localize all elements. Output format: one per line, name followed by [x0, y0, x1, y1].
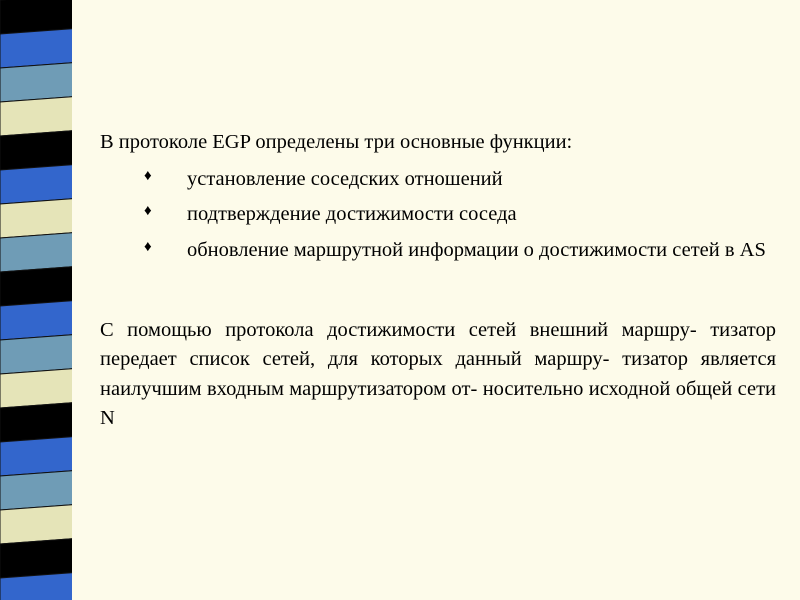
paragraph-line: С помощью протокола достижимости сетей внешний маршру- — [100, 318, 697, 341]
decorative-stripe-pattern — [0, 0, 82, 600]
stripe-segment — [0, 130, 82, 170]
stripe-segment — [0, 96, 82, 136]
stripe-segment — [0, 368, 82, 408]
stripe-segment — [0, 62, 82, 102]
stripe-segment — [0, 266, 82, 306]
diamond-bullet-icon: ♦ — [144, 167, 152, 184]
diamond-bullet-icon: ♦ — [144, 239, 152, 256]
list-item — [100, 165, 776, 195]
stripe-segment — [0, 402, 82, 442]
list-item — [100, 236, 776, 266]
list-item-text: установление соседских отношений — [187, 167, 503, 190]
body-paragraph — [100, 316, 776, 434]
intro-text: В протоколе EGP определены три основные функции: — [100, 131, 573, 153]
paragraph-line: тизатор является наилучшим входным маршрутизатором от- — [100, 348, 776, 400]
stripe-segment — [0, 198, 82, 238]
stripe-segment — [0, 300, 82, 340]
slide-content — [100, 128, 776, 434]
diamond-bullet-icon: ♦ — [144, 203, 152, 220]
stripe-segment — [0, 538, 82, 578]
function-list — [100, 165, 776, 266]
stripe-segment — [0, 470, 82, 510]
stripe-segment — [0, 232, 82, 272]
stripe-segment — [0, 504, 82, 544]
stripe-segment — [0, 436, 82, 476]
list-item-text: обновление маршрутной информации о достижимости сетей в AS — [187, 239, 766, 262]
list-item-text: подтверждение достижимости соседа — [187, 203, 517, 226]
stripe-edge — [72, 0, 82, 600]
paragraph-line: носительно исходной общей сети N — [100, 377, 777, 430]
paragraph-line: тизатор передает список сетей, для которых данный маршру- — [100, 318, 776, 371]
stripe-segment — [0, 334, 82, 374]
list-item — [100, 200, 776, 230]
stripe-segment — [0, 164, 82, 204]
stripe-segment — [0, 28, 82, 68]
